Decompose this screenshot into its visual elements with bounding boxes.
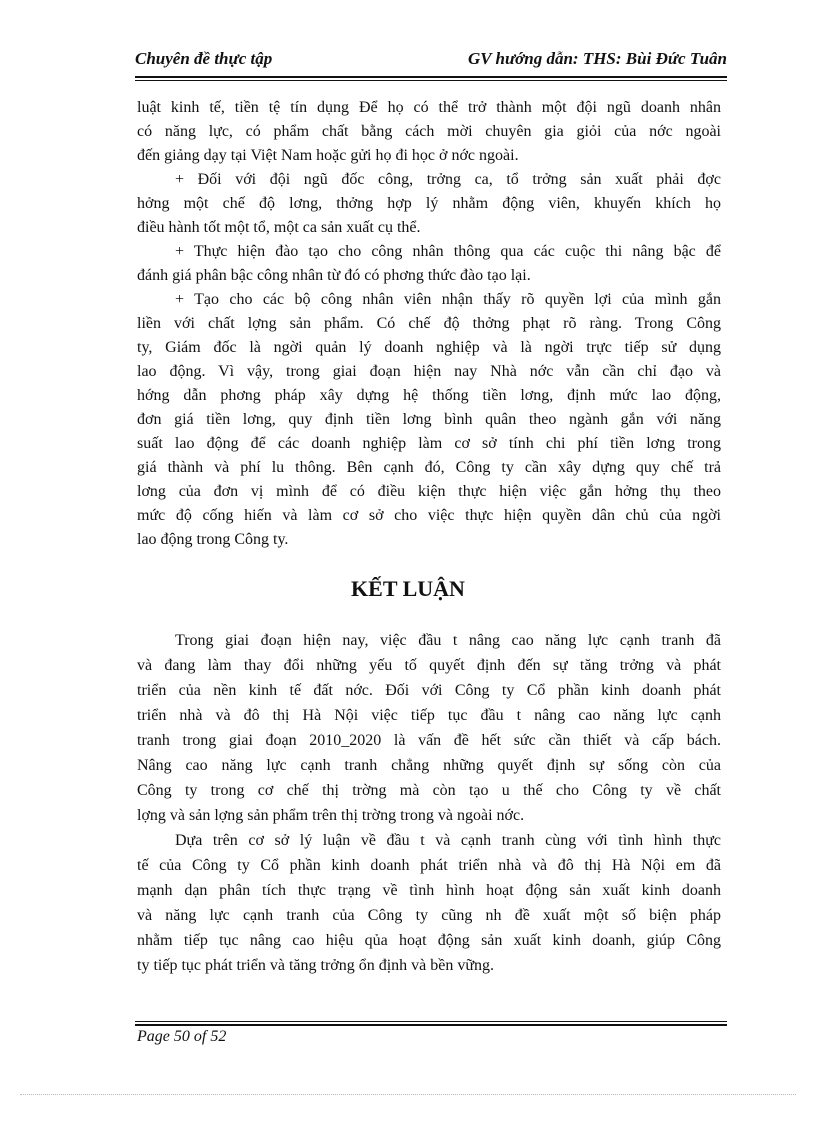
text-line: luật kinh tế, tiền tệ tín dụng Để họ có thể trở thành một đội ngũ doanh nhân: [137, 99, 721, 116]
page-number: Page 50 of 52: [137, 1028, 227, 1045]
header-topic: Chuyên đề thực tập: [135, 49, 273, 68]
header-rule-thin: [135, 80, 727, 81]
text-line: suất lao động để các doanh nghiệp làm cơ sở tính chi phí tiền lơng trong: [137, 435, 721, 452]
text-line: lao động. Vì vậy, trong giai đoạn hiện nay Nhà nớc vẫn cần chỉ đạo và: [137, 363, 721, 380]
text-line: lao động trong Công ty.: [137, 531, 289, 548]
text-line: Công ty trong cơ chế thị trờng mà còn tạo u thế cho Công ty về chất: [137, 782, 721, 799]
text-line: hớng dẫn phơng pháp xây dựng hệ thống tiền lơng, định mức lao động,: [137, 387, 721, 404]
text-line: lơng của đơn vị mình để có điều kiện thực hiện việc gắn hởng thụ theo: [137, 483, 721, 500]
footer-rule-thin: [135, 1021, 727, 1022]
header-advisor: GV hướng dẫn: THS: Bùi Đức Tuân: [467, 49, 727, 68]
text-line: Trong giai đoạn hiện nay, việc đầu t nâng cao năng lực cạnh tranh đã: [175, 632, 721, 649]
text-line: + Tạo cho các bộ công nhân viên nhận thấy rõ quyền lợi của mình gắn: [175, 291, 721, 308]
text-line: Nâng cao năng lực cạnh tranh chẳng những quyết định sự sống còn của: [137, 757, 721, 774]
text-line: mức độ cống hiến và làm cơ sở cho việc thực hiện quyền dân chủ của ngời: [137, 507, 721, 524]
page-header: [135, 48, 727, 74]
text-line: điều hành tốt một tổ, một ca sản xuất cụ thể.: [137, 219, 421, 236]
text-line: ty, Giám đốc là ngời quản lý doanh nghiệp và là ngời trực tiếp sử dụng: [137, 339, 721, 356]
text-line: + Thực hiện đào tạo cho công nhân thông qua các cuộc thi nâng bậc để: [175, 243, 721, 260]
text-line: triển của nền kinh tế đất nớc. Đối với Công ty Cổ phần kinh doanh phát: [137, 682, 721, 699]
conclusion-title: KẾT LUẬN: [351, 576, 465, 601]
text-line: + Đối với đội ngũ đốc công, trởng ca, tổ trởng sản xuất phải đợc: [175, 171, 721, 188]
text-line: đơn giá tiền lơng, quy định tiền lơng bình quân theo ngành gắn với năng: [137, 411, 721, 428]
text-line: mạnh dạn phân tích thực trạng về tình hình hoạt động sản xuất kinh doanh: [137, 882, 721, 899]
page-edge-divider: [20, 1094, 796, 1095]
footer-rule-thick: [135, 1024, 727, 1026]
text-line: Dựa trên cơ sở lý luận về đầu t và cạnh tranh cùng với tình hình thực: [175, 832, 721, 849]
section-conclusion: [137, 628, 721, 978]
text-line: và đang làm thay đổi những yếu tố quyết định đến sự tăng trởng và phát: [137, 657, 721, 674]
text-line: hởng một chế độ lơng, thởng hợp lý nhằm động viên, khuyến khích họ: [137, 195, 721, 212]
text-line: lợng và sản lợng sản phẩm trên thị trờng trong và ngoài nớc.: [137, 807, 525, 824]
text-line: đến giảng dạy tại Việt Nam hoặc gửi họ đi học ở nớc ngoài.: [137, 147, 519, 164]
text-line: đánh giá phân bậc công nhân từ đó có phơng thức đào tạo lại.: [137, 267, 531, 284]
text-line: giá thành và phí lu thông. Bên cạnh đó, Công ty cần xây dựng quy chế trả: [137, 459, 721, 476]
text-line: tế của Công ty Cổ phần kinh doanh phát triển nhà và đô thị Hà Nội em đã: [137, 857, 721, 874]
text-line: triển nhà và đô thị Hà Nội việc tiếp tục đầu t nâng cao năng lực cạnh: [137, 707, 721, 724]
section-recommendations: [137, 96, 721, 552]
text-line: tranh trong giai đoạn 2010_2020 là vấn đề hết sức cần thiết và cấp bách.: [137, 732, 721, 749]
text-line: có năng lực, có phẩm chất bằng cách mời chuyên gia giỏi của nớc ngoài: [137, 123, 721, 140]
text-line: ty tiếp tục phát triển và tăng trởng ổn định và bền vững.: [137, 957, 495, 974]
text-line: liền với chất lợng sản phẩm. Có chế độ thởng phạt rõ ràng. Trong Công: [137, 315, 721, 332]
text-line: và năng lực cạnh tranh của Công ty cũng nh đề xuất một số biện pháp: [137, 907, 721, 924]
text-line: nhằm tiếp tục nâng cao hiệu qủa hoạt động sản xuất kinh doanh, giúp Công: [137, 932, 721, 949]
header-rule-thick: [135, 76, 727, 78]
